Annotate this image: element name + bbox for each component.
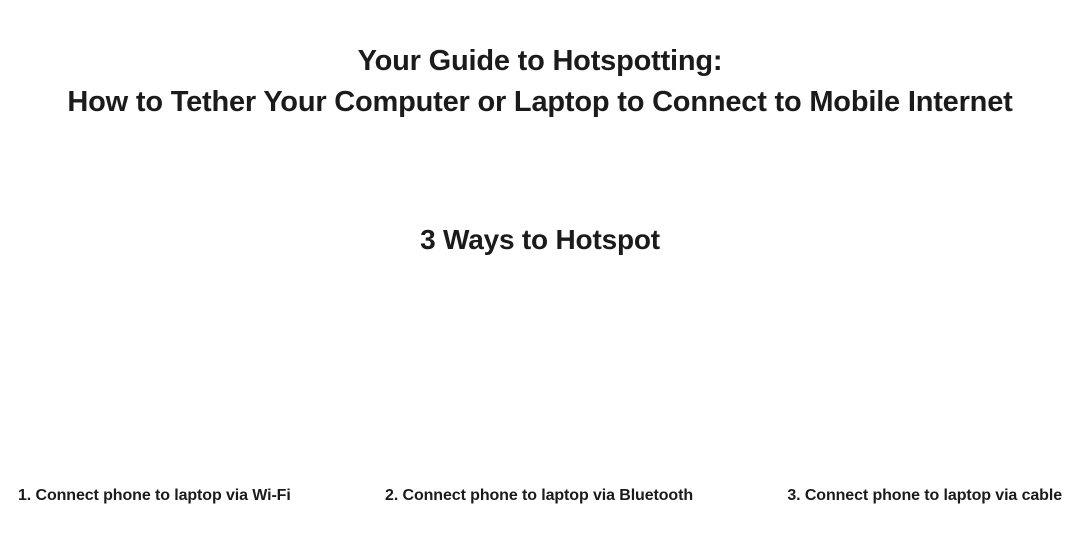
page-title [0, 44, 1080, 121]
title-line-2: How to Tether Your Computer or Laptop to Connect to Mobile Internet [67, 86, 1013, 119]
step-caption-3: 3. Connect phone to laptop via cable [787, 487, 1062, 504]
steps-row [0, 487, 1080, 505]
section-subtitle: 3 Ways to Hotspot [420, 224, 660, 255]
step-caption-2: 2. Connect phone to laptop via Bluetooth [385, 487, 694, 504]
title-line-1: Your Guide to Hotspotting: [357, 45, 723, 77]
step-caption-1: 1. Connect phone to laptop via Wi-Fi [18, 487, 291, 504]
